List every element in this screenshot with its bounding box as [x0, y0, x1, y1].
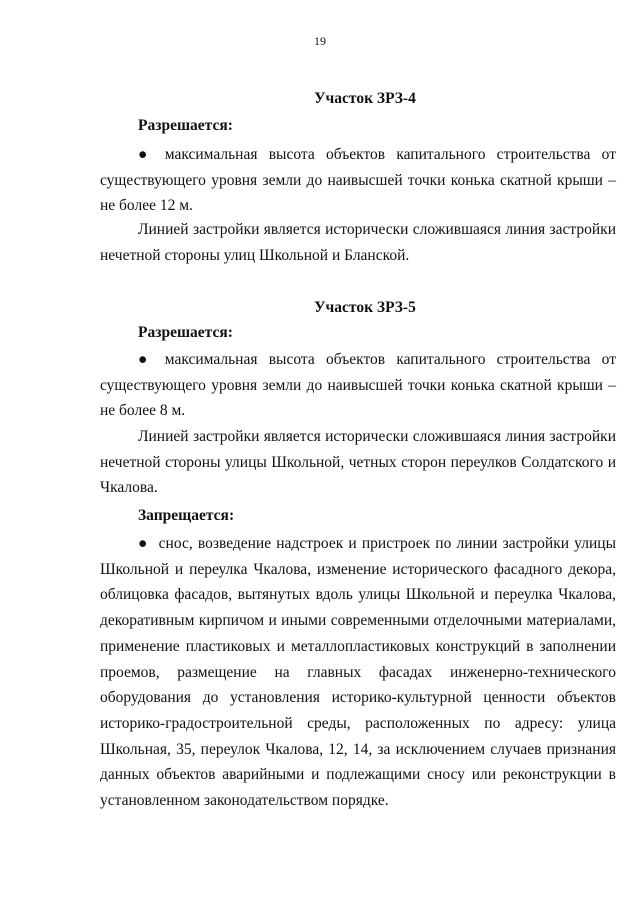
- prohibited-text-zrz-5: снос, возведение надстроек и пристроек по линии застройки улицы Школьной и переулка Чкалова, изменение исторического фасадного декора, облицовка фасадов, вытянутых вдоль улицы Школьной и переулка Чкалова, декоративным кирпичом и иными современными отделочными материалами, применение пластиковых и металлопластиковых конструкций в заполнении проемов, размещение на главных фасадах инженерно-технического оборудования до установления историко-культурной ценности объектов историко-градостроительной среды, расположенных по адресу: улица Школьная, 35, переулок Чкалова, 12, 14, за исключением случаев признания данных объектов аварийными и подлежащими сносу или реконструкции в установленном законодательством порядке.: [100, 535, 616, 810]
- prohibited-label-zrz-5: Запрещается:: [138, 507, 235, 524]
- allowed-text-zrz-4: максимальная высота объектов капитального строительства от существующего уровня земли до наивысшей точки конька скатной крыши – не более 12 м.: [100, 146, 616, 215]
- allowed-bullet-zrz-4: [100, 142, 616, 219]
- allowed-label-zrz-5: Разрешается:: [138, 324, 233, 341]
- building-line-text-zrz-4: Линией застройки является исторически сложившаяся линия застройки нечетной стороны улиц Школьной и Бланской.: [100, 221, 616, 264]
- section-title-zrz-5: Участок ЗРЗ-5: [314, 299, 416, 316]
- allowed-label-zrz-4: Разрешается:: [138, 117, 233, 134]
- allowed-text-zrz-5: максимальная высота объектов капитального строительства от существующего уровня земли до наивысшей точки конька скатной крыши – не более 8 м.: [100, 351, 616, 420]
- bullet-icon: ●: [138, 351, 155, 368]
- prohibited-bullet-zrz-5: [100, 531, 616, 814]
- bullet-icon: ●: [138, 535, 149, 552]
- building-line-text-zrz-5: Линией застройки является исторически сложившаяся линия застройки нечетной стороны улицы Школьной, четных сторон переулков Солдатского и Чкалова.: [100, 428, 616, 497]
- section-title-zrz-4: Участок ЗРЗ-4: [314, 90, 416, 107]
- page-number: 19: [314, 34, 326, 48]
- bullet-icon: ●: [138, 146, 155, 163]
- allowed-bullet-zrz-5: [100, 347, 616, 424]
